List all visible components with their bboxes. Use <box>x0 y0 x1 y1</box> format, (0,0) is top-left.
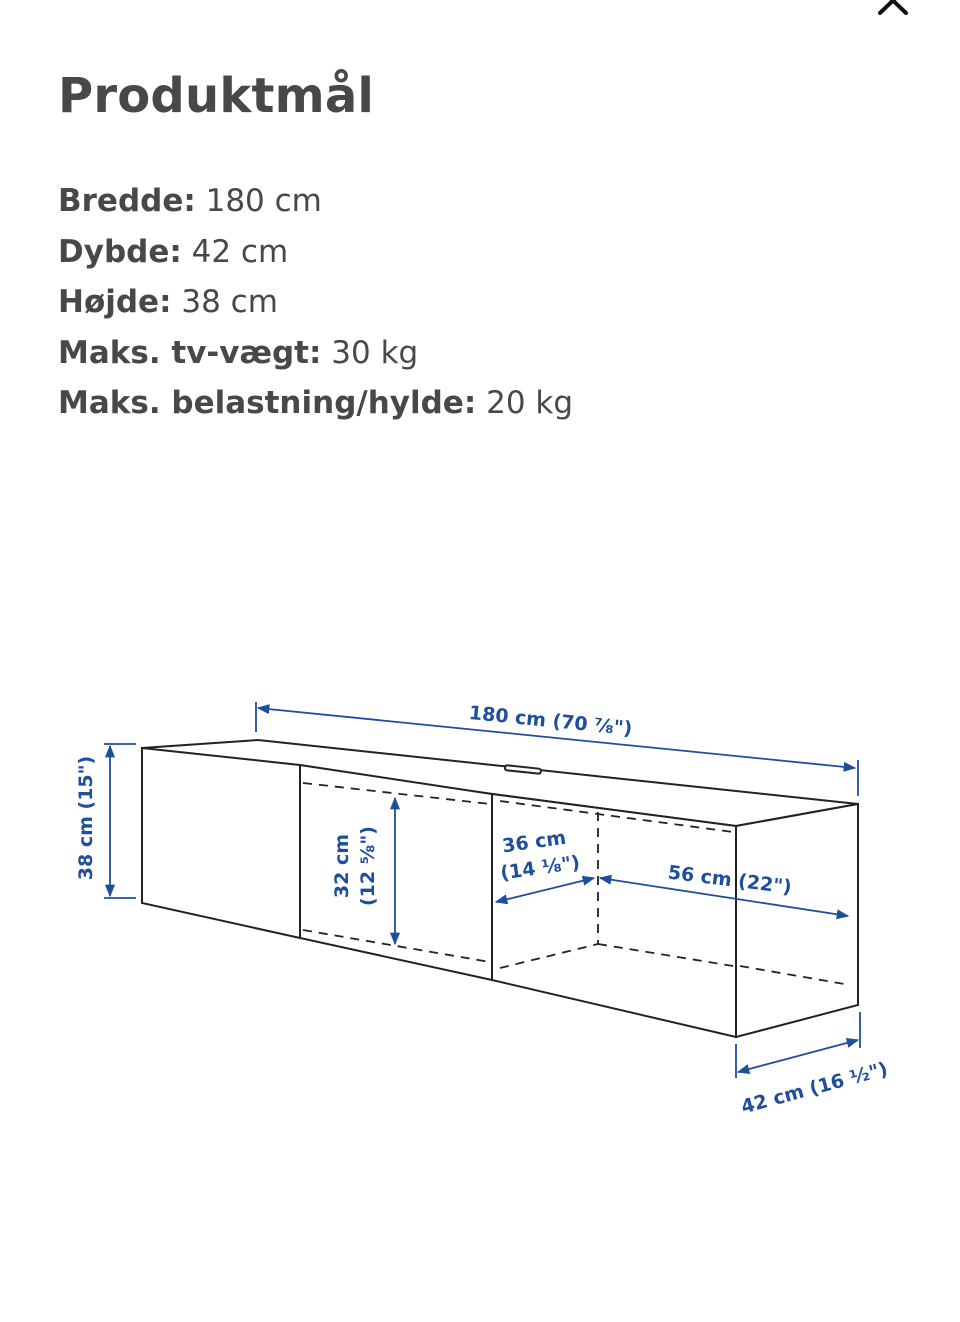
depth-dimension-label: 42 cm (16 ½") <box>738 1058 891 1119</box>
spec-value: 38 cm <box>181 284 278 320</box>
spec-label: Maks. tv-vægt: <box>58 334 322 371</box>
inner-depth-label: (14 ⅛") <box>499 851 582 885</box>
inner-height-label: (12 ⅝") <box>357 826 379 906</box>
spec-label: Højde: <box>58 284 172 320</box>
spec-value: 20 kg <box>486 385 574 421</box>
inner-height-label: 32 cm <box>331 833 353 899</box>
spec-value: 42 cm <box>191 233 289 270</box>
spec-label: Maks. belastning/hylde: <box>58 385 477 421</box>
spec-label: Dybde: <box>58 233 182 270</box>
spec-value: 180 cm <box>205 183 322 219</box>
compartment-width-label: 56 cm (22") <box>666 861 793 899</box>
inner-depth-label: 36 cm <box>500 826 568 858</box>
width-dimension-label: 180 cm (70 ⅞") <box>467 701 634 741</box>
spec-label: Bredde: <box>58 183 196 219</box>
height-dimension-label: 38 cm (15") <box>75 755 97 881</box>
page-title: Produktmål <box>58 68 375 124</box>
spec-value: 30 kg <box>331 334 419 371</box>
